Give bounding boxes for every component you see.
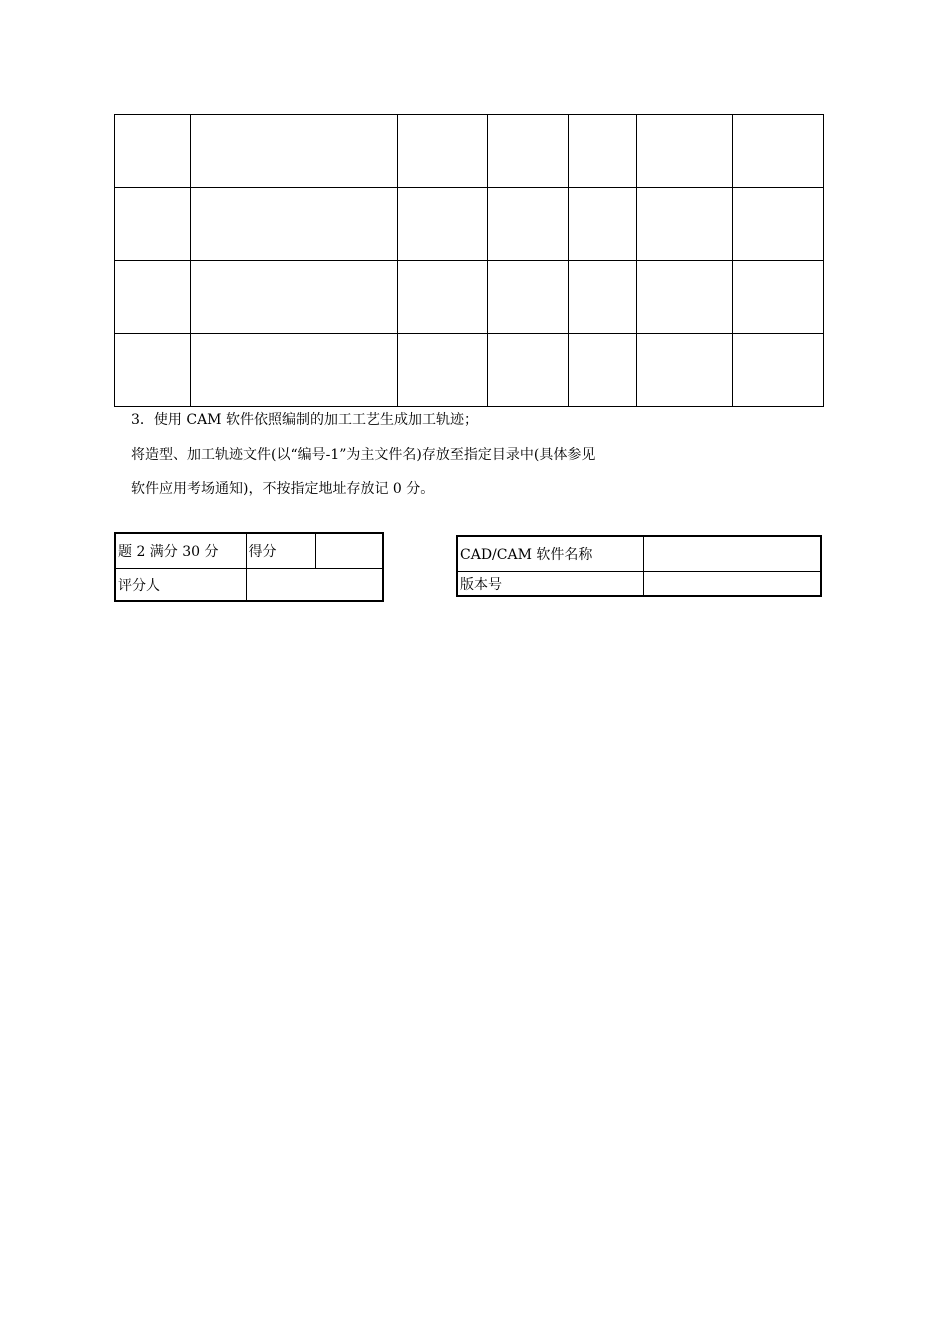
table-row — [115, 261, 824, 334]
table-cell — [569, 261, 637, 334]
table-cell — [191, 115, 398, 188]
score-label: 得分 — [246, 533, 315, 569]
table-cell — [488, 261, 569, 334]
table-cell — [637, 334, 733, 407]
table-row — [115, 533, 383, 569]
score-value-cell[interactable] — [315, 533, 383, 569]
software-name-value-cell[interactable] — [643, 536, 821, 572]
score-table — [114, 532, 384, 602]
table-row — [115, 569, 383, 602]
grader-label: 评分人 — [115, 569, 246, 602]
table-cell — [115, 261, 191, 334]
version-label: 版本号 — [457, 572, 643, 597]
grader-value-cell[interactable] — [246, 569, 383, 602]
table-cell — [191, 261, 398, 334]
table-cell — [398, 115, 488, 188]
table-cell — [488, 334, 569, 407]
table-cell — [569, 334, 637, 407]
table-cell — [733, 188, 824, 261]
table-row — [115, 188, 824, 261]
table-cell — [398, 261, 488, 334]
table-cell — [191, 188, 398, 261]
table-cell — [569, 188, 637, 261]
table-cell — [488, 188, 569, 261]
table-cell — [637, 188, 733, 261]
table-cell — [733, 261, 824, 334]
table-cell — [569, 115, 637, 188]
table-cell — [115, 188, 191, 261]
question-score-label: 题 2 满分 30 分 — [115, 533, 246, 569]
process-table — [114, 114, 824, 407]
table-cell — [115, 115, 191, 188]
table-cell — [488, 115, 569, 188]
software-name-label: CAD/CAM 软件名称 — [457, 536, 643, 572]
table-cell — [115, 334, 191, 407]
table-row — [115, 115, 824, 188]
table-cell — [733, 334, 824, 407]
instruction-step-3: 3．使用 CAM 软件依照编制的加工工艺生成加工轨迹； — [131, 412, 478, 428]
table-cell — [637, 115, 733, 188]
software-table — [456, 535, 822, 597]
version-value-cell[interactable] — [643, 572, 821, 597]
table-row — [115, 334, 824, 407]
table-row — [457, 572, 821, 597]
instruction-save-files: 将造型、加工轨迹文件(以“编号-1”为主文件名)存放至指定目录中(具体参见 — [131, 447, 596, 463]
instruction-penalty-note: 软件应用考场通知)，不按指定地址存放记 0 分。 — [131, 481, 435, 497]
table-cell — [733, 115, 824, 188]
table-row — [457, 536, 821, 572]
table-cell — [637, 261, 733, 334]
table-cell — [398, 334, 488, 407]
table-cell — [191, 334, 398, 407]
table-cell — [398, 188, 488, 261]
